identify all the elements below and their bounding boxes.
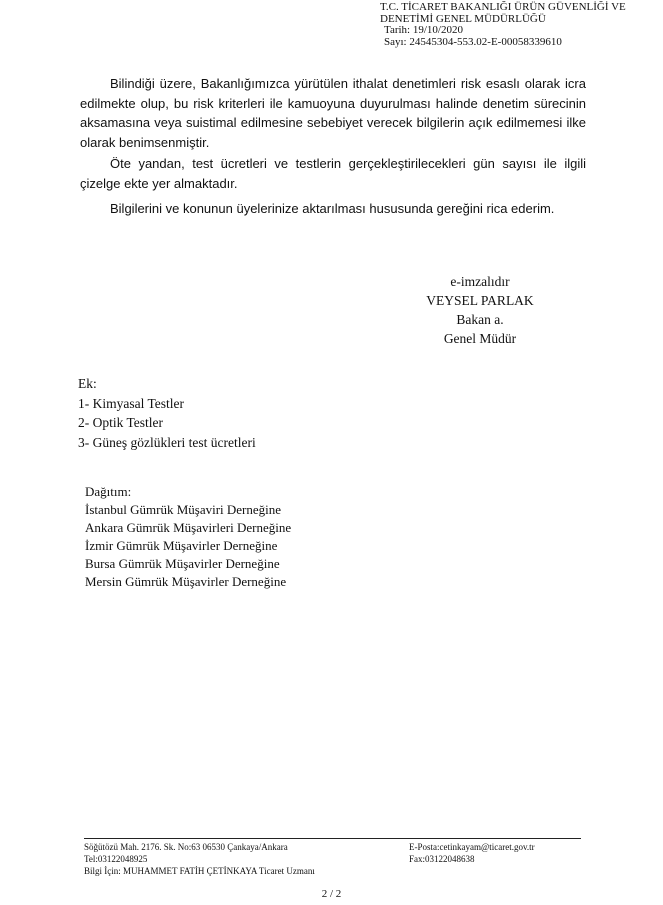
page-number: 2 / 2 [321, 888, 342, 900]
footer-email: E-Posta:cetinkayam@ticaret.gov.tr [409, 842, 535, 852]
footer-address: Söğütözü Mah. 2176. Sk. No:63 06530 Çankaya/Ankara [84, 842, 288, 852]
signatory-title: Genel Müdür [443, 331, 517, 346]
attachment-item: 1- Kimyasal Testler [78, 395, 185, 411]
ministry-name-line2: DENETİMİ GENEL MÜDÜRLÜĞÜ [380, 12, 546, 25]
body-paragraph-3: Bilgilerini ve konunun üyelerinize aktarılması hususunda gereğini rica ederim. [110, 201, 555, 216]
footer-phone: Tel:03122048925 [84, 854, 148, 864]
distribution-item: Mersin Gümrük Müşavirler Derneğine [85, 574, 287, 589]
distribution-item: Ankara Gümrük Müşavirleri Derneğine [85, 520, 292, 535]
attachments-heading: Ek: [78, 376, 97, 391]
body-paragraph-1: Bilindiği üzere, Bakanlığımızca yürütülen ithalat denetimleri risk esaslı olarak icra edilmekte olup, bu risk kriterleri ile kamuoyuna duyurulması halinde denetim sürecinin aksamasına veya suistimal edilmesine sebebiyet verecek bilgilerin açık edilmemesi ilke olarak benimsenmiştir. [80, 76, 586, 150]
esign-note: e-imzalıdır [450, 274, 510, 289]
body-paragraph-2: Öte yandan, test ücretleri ve testlerin gerçekleştirilecekleri gün sayısı ile ilgili çizelge ekte yer almaktadır. [80, 156, 586, 191]
distribution-item: Bursa Gümrük Müşavirler Derneğine [85, 556, 280, 571]
footer-contact: Bilgi İçin: MUHAMMET FATİH ÇETİNKAYA Ticaret Uzmanı [84, 866, 315, 876]
distribution-heading: Dağıtım: [85, 484, 132, 499]
document-header [380, 2, 650, 48]
footer-fax: Fax:03122048638 [409, 854, 475, 864]
attachment-item: 3- Güneş gözlükleri test ücretleri [78, 434, 256, 450]
footer-divider [84, 838, 581, 839]
document-footer [84, 841, 581, 877]
distribution-list [85, 483, 291, 591]
signatory-name: VEYSEL PARLAK [426, 293, 534, 308]
document-number: Sayı: 24545304-553.02-E-00058339610 [384, 35, 562, 48]
document-date: Tarih: 19/10/2020 [384, 24, 463, 36]
attachment-item: 2- Optik Testler [78, 415, 164, 430]
attachments-list [78, 374, 256, 452]
distribution-item: İstanbul Gümrük Müşaviri Derneğine [85, 502, 282, 517]
signatory-on-behalf: Bakan a. [456, 312, 504, 327]
ministry-name-line1: T.C. TİCARET BAKANLIĞI ÜRÜN GÜVENLİĞİ VE [380, 1, 626, 13]
distribution-item: İzmir Gümrük Müşavirler Derneğine [85, 538, 278, 553]
signature-block [400, 272, 560, 348]
